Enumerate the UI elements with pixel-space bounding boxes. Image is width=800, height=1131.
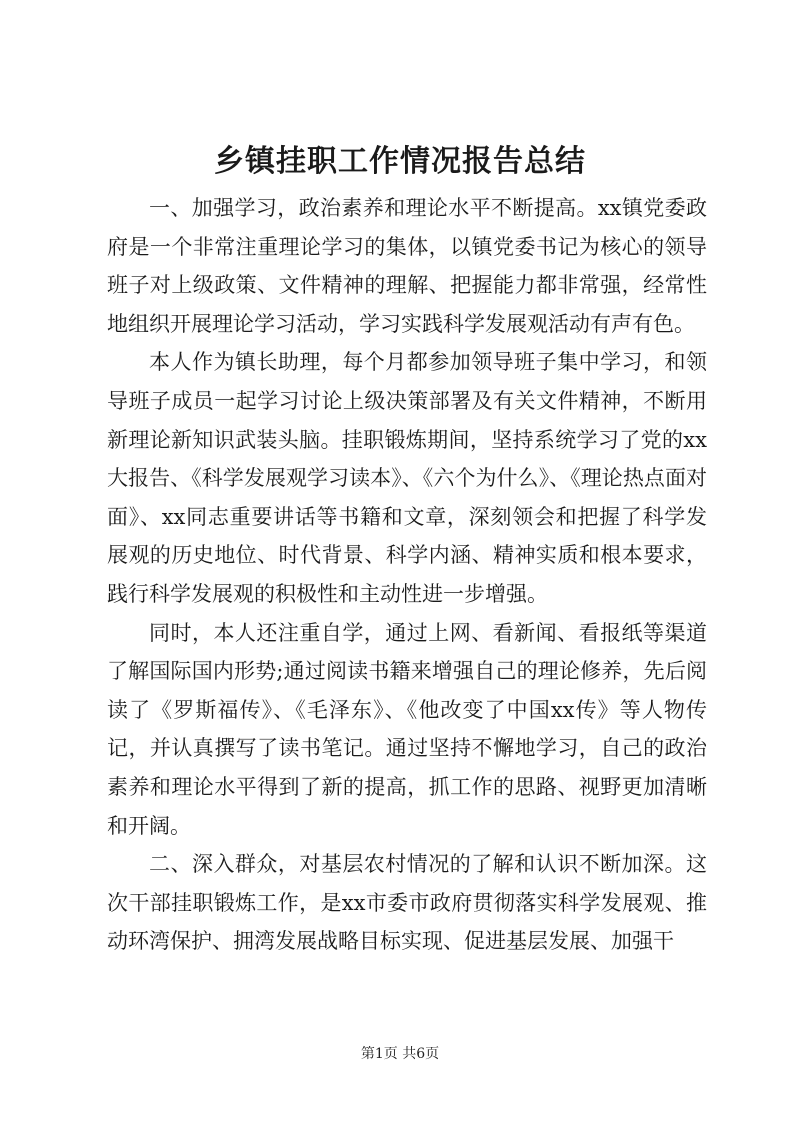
page-footer: 第1页 共6页 — [360, 1046, 440, 1062]
document-title: 乡镇挂职工作情况报告总结 — [214, 144, 586, 179]
paragraph-3: 同时，本人还注重自学，通过上网、看新闻、看报纸等渠道了解国际国内形势;通过阅读书籍来增强自己的理论修养，先后阅读了《罗斯福传》、《毛泽东》、《他改变了中国xx传》等人物传记，并认真撰写了读书笔记。通过坚持不懈地学习，自己的政治素养和理论水平得到了新的提高，抓工作的思路、视野更加清晰和开阔。 — [107, 620, 707, 838]
paragraph-4: 二、深入群众，对基层农村情况的了解和认识不断加深。这次干部挂职锻炼工作，是xx市委市政府贯彻落实科学发展观、推动环湾保护、拥湾发展战略目标实现、促进基层发展、加强干 — [107, 852, 707, 954]
paragraph-1: 一、加强学习，政治素养和理论水平不断提高。xx镇党委政府是一个非常注重理论学习的集体，以镇党委书记为核心的领导班子对上级政策、文件精神的理解、把握能力都非常强，经常性地组织开展理论学习活动，学习实践科学发展观活动有声有色。 — [107, 196, 707, 336]
document-body — [107, 189, 707, 961]
paragraph-2: 本人作为镇长助理，每个月都参加领导班子集中学习，和领导班子成员一起学习讨论上级决策部署及有关文件精神，不断用新理论新知识武装头脑。挂职锻炼期间，坚持系统学习了党的xx大报告、《科学发展观学习读本》、《六个为什么》、《理论热点面对面》、xx同志重要讲话等书籍和文章，深刻领会和把握了科学发展观的历史地位、时代背景、科学内涵、精神实质和根本要求，践行科学发展观的积极性和主动性进一步增强。 — [107, 350, 707, 606]
